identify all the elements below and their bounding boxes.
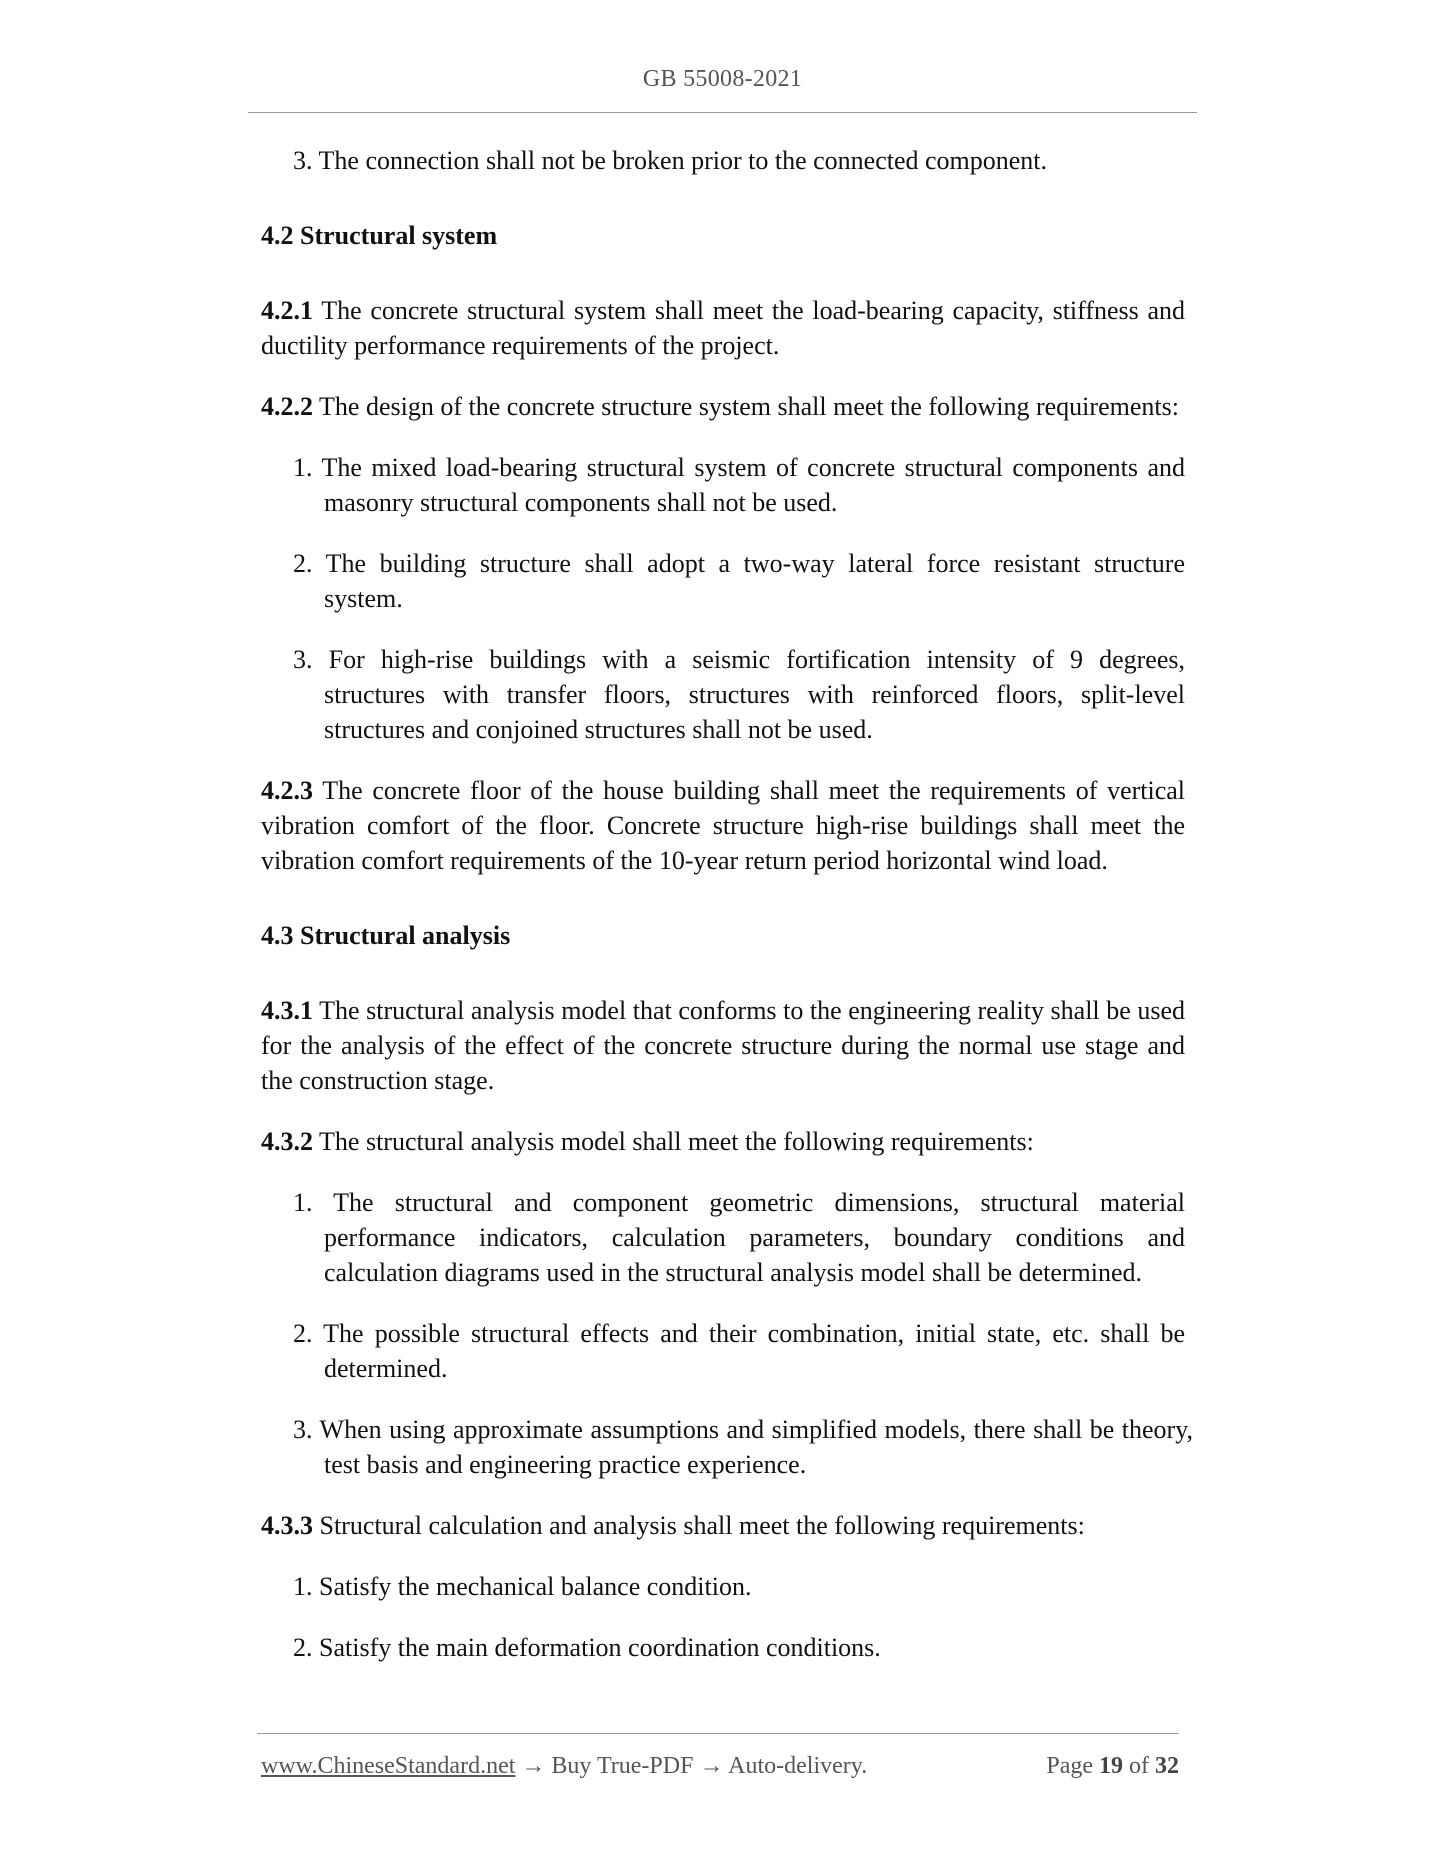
- clause-4-3-3: [261, 1508, 1185, 1543]
- list-item-number: 3.: [293, 1415, 313, 1444]
- page-indicator: [1046, 1753, 1179, 1780]
- of-label: of: [1129, 1753, 1149, 1779]
- section-heading-4-2: 4.2 Structural system: [261, 221, 498, 250]
- list-item-text: When using approximate assumptions and simplified models, there shall be theory, test basis and engineering practice experience.: [319, 1415, 1194, 1479]
- list-item-text: Satisfy the main deformation coordination conditions.: [319, 1633, 881, 1662]
- list-item-text: Satisfy the mechanical balance condition.: [319, 1572, 752, 1601]
- arrow-right-icon: →: [699, 1753, 724, 1779]
- page-label: Page: [1046, 1753, 1093, 1779]
- list-item: [293, 1185, 1185, 1290]
- clause-4-3-2: [261, 1124, 1185, 1159]
- page-total: 32: [1155, 1753, 1179, 1779]
- clause-text: The structural analysis model that conforms to the engineering reality shall be used for the analysis of the effect of the concrete structure during the normal use stage and the construction stage.: [261, 996, 1185, 1095]
- list-item-text: The connection shall not be broken prior to the connected component.: [318, 146, 1048, 175]
- list-item-text: The possible structural effects and their combination, initial state, etc. shall be determined.: [323, 1319, 1185, 1383]
- clause-number: 4.3.3: [261, 1511, 313, 1540]
- clause-4-2-2: [261, 389, 1185, 424]
- list-item: [293, 546, 1185, 616]
- footer-promo: [261, 1753, 867, 1780]
- list-item-number: 3.: [293, 645, 313, 674]
- clause-text: The design of the concrete structure system shall meet the following requirements:: [319, 392, 1179, 421]
- list-item: [293, 1569, 1185, 1604]
- page-number: 19: [1099, 1753, 1123, 1779]
- list-item-text: The mixed load-bearing structural system of concrete structural components and masonry structural components shall not be used.: [321, 453, 1185, 517]
- list-item-number: 1.: [293, 1188, 313, 1217]
- clause-text: Structural calculation and analysis shall meet the following requirements:: [319, 1511, 1085, 1540]
- auto-delivery-text: Auto-delivery.: [728, 1753, 868, 1779]
- clause-number: 4.3.2: [261, 1127, 313, 1156]
- list-item: [293, 143, 1185, 178]
- clause-4-3-1: [261, 993, 1185, 1098]
- list-item: [293, 450, 1185, 520]
- list-item: [293, 642, 1185, 747]
- clause-text: The concrete floor of the house building shall meet the requirements of vertical vibration comfort of the floor. Concrete structure high-rise buildings shall meet the vibration comfort requirements of the 10-year return period horizontal wind load.: [261, 776, 1186, 875]
- clause-number: 4.3.1: [261, 996, 313, 1025]
- list-item: [293, 1316, 1185, 1386]
- list-item: [293, 1412, 1193, 1482]
- clause-4-2-1: [261, 293, 1185, 363]
- section-heading-4-3: 4.3 Structural analysis: [261, 921, 511, 950]
- list-item-text: For high-rise buildings with a seismic fortification intensity of 9 degrees, structures with transfer floors, structures with reinforced floors, split-level structures and conjoined structures shall not be used.: [324, 645, 1185, 744]
- list-item-number: 1.: [293, 453, 313, 482]
- clause-number: 4.2.2: [261, 392, 313, 421]
- clause-4-2-3: [261, 773, 1185, 878]
- website-link[interactable]: www.ChineseStandard.net: [261, 1753, 516, 1779]
- page-header: GB 55008-2021: [642, 66, 803, 92]
- list-item-number: 2.: [293, 1633, 313, 1662]
- document-body: [261, 143, 1194, 1691]
- list-item-number: 2.: [293, 549, 313, 578]
- clause-text: The concrete structural system shall meet the load-bearing capacity, stiffness and ductility performance requirements of the project.: [261, 296, 1185, 360]
- clause-text: The structural analysis model shall meet the following requirements:: [319, 1127, 1034, 1156]
- buy-true-pdf-text: Buy True-PDF: [551, 1753, 694, 1779]
- clause-number: 4.2.1: [261, 296, 313, 325]
- footer-divider: [257, 1733, 1179, 1734]
- list-item: [293, 1630, 1185, 1665]
- header-divider: [248, 112, 1197, 113]
- arrow-right-icon: →: [521, 1753, 546, 1779]
- clause-number: 4.2.3: [261, 776, 313, 805]
- list-item-number: 1.: [293, 1572, 313, 1601]
- list-item-number: 3.: [293, 146, 313, 175]
- list-item-number: 2.: [293, 1319, 313, 1348]
- list-item-text: The building structure shall adopt a two-way lateral force resistant structure system.: [324, 549, 1185, 613]
- list-item-text: The structural and component geometric dimensions, structural material performance indicators, calculation parameters, boundary conditions and calculation diagrams used in the structural analysis model shall be determined.: [324, 1188, 1186, 1287]
